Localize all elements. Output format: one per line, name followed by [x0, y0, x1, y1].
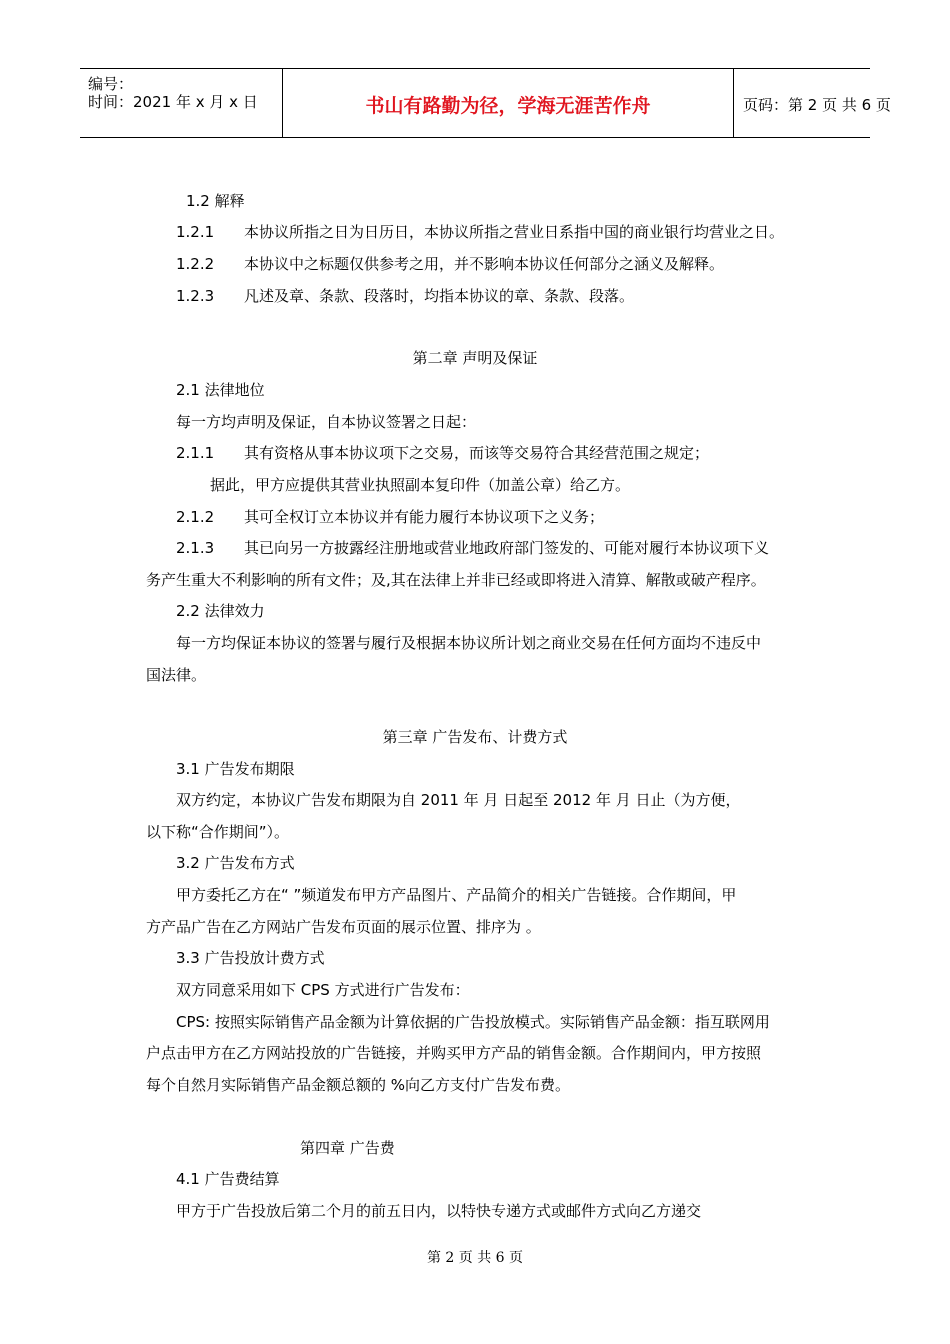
header-info-cell [80, 69, 282, 137]
section-3-2-title: 3.2 广告发布方式 [176, 854, 295, 872]
document-date-label: 时间：2021 年 x 月 x 日 [88, 93, 258, 111]
section-3-2-text-line1: 甲方委托乙方在“ ”频道发布甲方产品图片、产品简介的相关广告链接。合作期间，甲 [176, 886, 737, 904]
clause-2-1-1-number: 2.1.1 [176, 444, 215, 462]
page-footer: 第 2 页 共 6 页 [426, 1250, 524, 1266]
section-3-1-text-line1: 双方约定，本协议广告发布期限为自 2011 年 月 日起至 2012 年 月 日止（为方便， [176, 791, 741, 809]
section-3-3-title: 3.3 广告投放计费方式 [176, 949, 325, 967]
section-2-2-text-line2: 国法律。 [146, 666, 207, 684]
clause-1-2-1-number: 1.2.1 [176, 223, 215, 241]
header-page-cell [733, 69, 891, 137]
clause-2-1-2-text: 其可全权订立本协议并有能力履行本协议项下之义务； [244, 508, 605, 526]
document-number-label: 编号： [88, 75, 134, 93]
section-2-2-text-line1: 每一方均保证本协议的签署与履行及根据本协议所计划之商业交易在任何方面均不违反中 [176, 634, 762, 652]
clause-2-1-1-note: 据此，甲方应提供其营业执照副本复印件（加盖公章）给乙方。 [210, 476, 631, 494]
section-3-1-title: 3.1 广告发布期限 [176, 760, 295, 778]
clause-2-1-3-number: 2.1.3 [176, 539, 215, 557]
section-4-1-title: 4.1 广告费结算 [176, 1170, 280, 1188]
chapter-2-heading: 第二章 声明及保证 [412, 349, 538, 367]
clause-2-1-1-text: 其有资格从事本协议项下之交易，而该等交易符合其经营范围之规定； [244, 444, 710, 462]
header-motto-cell [282, 69, 734, 137]
section-3-1-text-line2: 以下称“合作期间”）。 [146, 823, 290, 841]
chapter-4-heading: 第四章 广告费 [300, 1139, 395, 1157]
chapter-3-heading: 第三章 广告发布、计费方式 [382, 728, 568, 746]
section-2-1-intro: 每一方均声明及保证，自本协议签署之日起： [176, 413, 477, 431]
document-header [80, 68, 891, 138]
cps-definition-line2: 户点击甲方在乙方网站投放的广告链接，并购买甲方产品的销售金额。合作期间内，甲方按照 [146, 1044, 762, 1062]
section-3-3-intro: 双方同意采用如下 CPS 方式进行广告发布： [176, 981, 470, 999]
clause-2-1-3-text: 其已向另一方披露经注册地或营业地政府部门签发的、可能对履行本协议项下义 [244, 539, 770, 557]
clause-2-1-3-continuation: 务产生重大不利影响的所有文件；及,其在法律上并非已经或即将进入清算、解散或破产程序。 [146, 571, 766, 589]
section-4-1-text-line1: 甲方于广告投放后第二个月的前五日内，以特快专递方式或邮件方式向乙方递交 [176, 1202, 702, 1220]
section-2-1-title: 2.1 法律地位 [176, 381, 265, 399]
section-1-2-title: 1.2 解释 [186, 192, 245, 210]
cps-definition-line3: 每个自然月实际销售产品金额总额的 %向乙方支付广告发布费。 [146, 1076, 571, 1094]
section-3-2-text-line2: 方产品广告在乙方网站广告发布页面的展示位置、排序为 。 [146, 918, 541, 936]
header-motto: 书山有路勤为径，学海无涯苦作舟 [365, 95, 651, 117]
cps-definition-line1: CPS: 按照实际销售产品金额为计算依据的广告投放模式。实际销售产品金额：指互联网用 [176, 1013, 770, 1031]
clause-1-2-2-number: 1.2.2 [176, 255, 215, 273]
header-page-number: 页码：第 2 页 共 6 页 [743, 96, 891, 114]
clause-1-2-1-text: 本协议所指之日为日历日，本协议所指之营业日系指中国的商业银行均营业之日。 [244, 223, 785, 241]
clause-1-2-2-text: 本协议中之标题仅供参考之用，并不影响本协议任何部分之涵义及解释。 [244, 255, 725, 273]
section-2-2-title: 2.2 法律效力 [176, 602, 265, 620]
clause-1-2-3-number: 1.2.3 [176, 287, 215, 305]
clause-1-2-3-text: 凡述及章、条款、段落时，均指本协议的章、条款、段落。 [244, 287, 635, 305]
clause-2-1-2-number: 2.1.2 [176, 508, 215, 526]
